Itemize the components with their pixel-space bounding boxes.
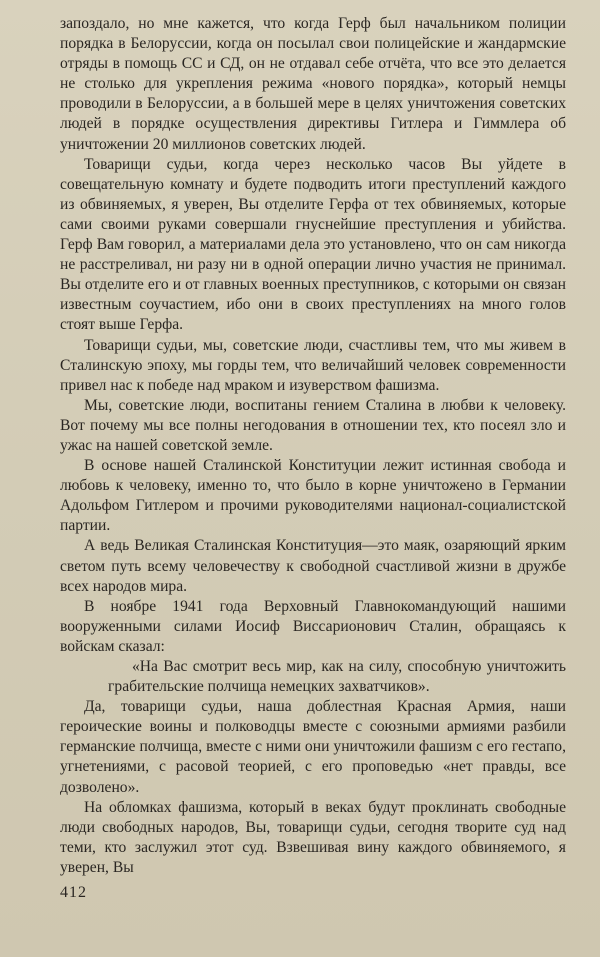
paragraph-continuation: запоздало, но мне кажется, что когда Герф был начальником полиции порядка в Белоруссии, когда он посылал свои полицейские и жандармские отряды в помощь СС и СД, он не отдавал себе отчёта, что все это делается не столько для укрепления режима «нового порядка», который немцы проводили в Белоруссии, а в большей мере в целях уничтожения советских людей в порядке осуществления директивы Гитлера и Гиммлера об уничтожении 20 миллионов советских людей. [60,15,566,153]
paragraph-constitution-basis: В основе нашей Сталинской Конституции лежит истинная свобода и любовь к человеку, именно то, что было в корне уничтожено в Германии Адольфом Гитлером и прочими руководителями национал-социалистской партии. [60,457,566,535]
block-quote: «На Вас смотрит весь мир, как на силу, способную уничтожить грабительские полчища немецких захватчиков». [108,658,566,696]
page-body [60,14,566,878]
paragraph-love-of-man: Мы, советские люди, воспитаны гением Сталина в любви к человеку. Вот почему мы все полны негодования в отношении тех, кто посеял зло и ужас на нашей советской земле. [60,396,566,454]
paragraph-red-army: Да, товарищи судьи, наша доблестная Красная Армия, наши героические воины и полководцы вместе с союзными армиями разбили германские полчища, вместе с ними они уничтожили фашизм с его гестапо, угнетениями, с расовой теорией, с его проповедью «нет правды, все дозволено». [60,698,566,796]
paragraph-stalin-era: Товарищи судьи, мы, советские люди, счастливы тем, что мы живем в Сталинскую эпоху, мы горды тем, что величайший человек современности привел нас к победе над мраком и изуверством фашизма. [60,336,566,394]
paragraph-november-1941: В ноябре 1941 года Верховный Главнокомандующий нашими вооруженными силами Иосиф Виссарионович Сталин, обращаясь к войскам сказал: [60,597,566,655]
paragraph-judges-deliberation: Товарищи судьи, когда через несколько часов Вы уйдете в совещательную комнату и будете подводить итоги преступлений каждого из обвиняемых, я уверен, Вы отделите Герфа от тех обвиняемых, которые сами своими руками совершали гнуснейшие преступления и убийства. Герф Вам говорил, а материалами дела это установлено, что он сам никогда не расстреливал, ни разу ни в одной операции лично участия не принимал. Вы отделите его и от главных военных преступников, с которыми он связан известным соучастием, ибо они в своих преступлениях на много голов стоят выше Герфа. [60,155,566,334]
paragraph-ruins-of-fascism: На обломках фашизма, который в веках будут проклинать свободные люди свободных народов, Вы, товарищи судьи, сегодня творите суд над теми, кто заслужил этот суд. Взвешивая вину каждого обвиняемого, я уверен, Вы [60,798,566,876]
paragraph-constitution-beacon: А ведь Великая Сталинская Конституция—это маяк, озаряющий ярким светом путь всему человечеству к свободной счастливой жизни в дружбе всех народов мира. [60,537,566,595]
page-number: 412 [60,884,87,901]
